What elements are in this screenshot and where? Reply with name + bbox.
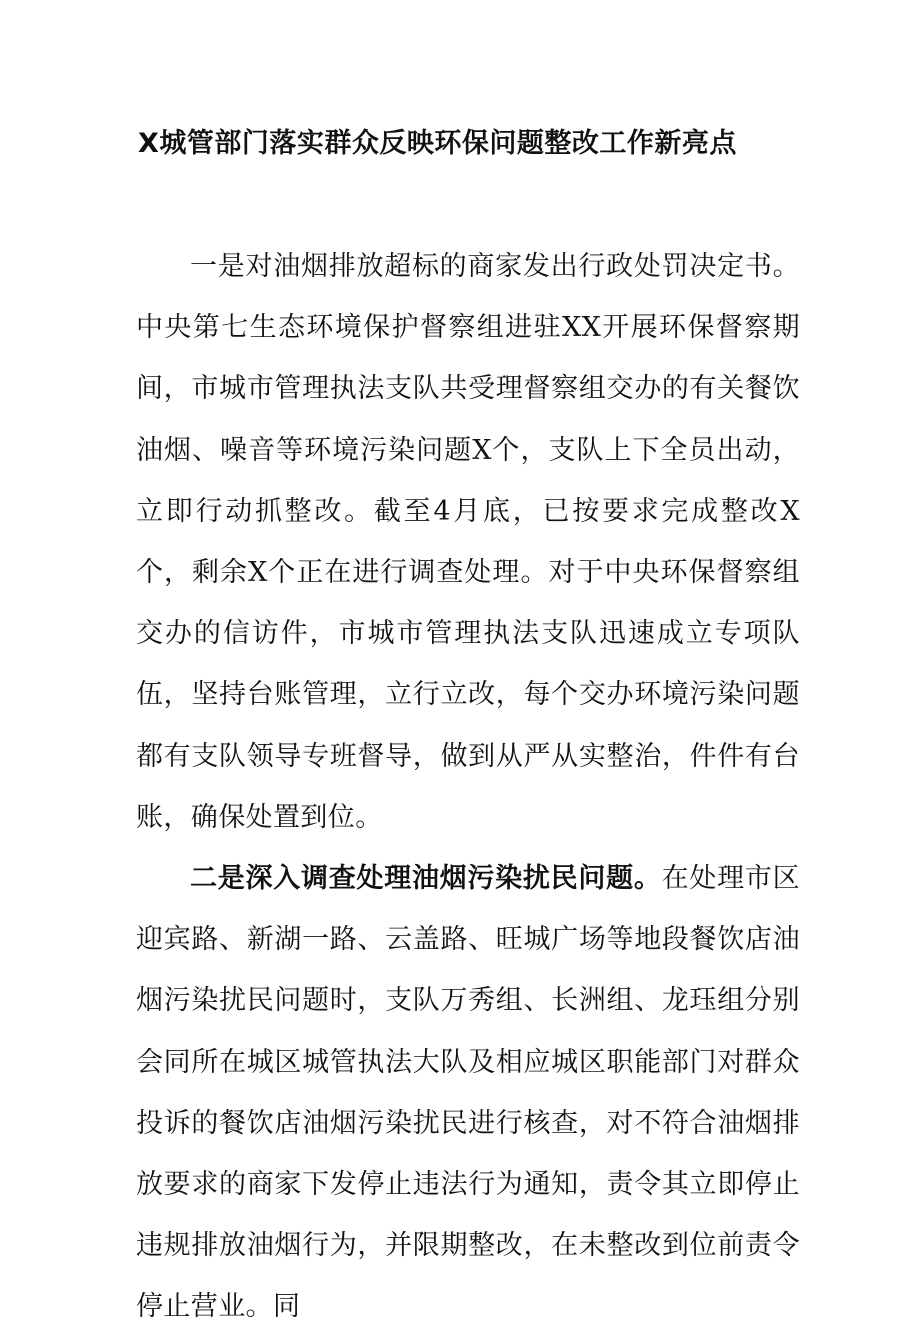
paragraph-1-text: 一是对油烟排放超标的商家发出行政处罚决定书。中央第七生态环境保护督察组进驻XX开展环保督察期间，市城市管理执法支队共受理督察组交办的有关餐饮油烟、噪音等环境污染问题X个，支队上下全员出动，立即行动抓整改。截至4月底，已按要求完成整改X个，剩余X个正在进行调查处理。对于中央环保督察组交办的信访件，市城市管理执法支队迅速成立专项队伍，坚持台账管理，立行立改，每个交办环境污染问题都有支队领导专班督导，做到从严从实整治，件件有台账，确保处置到位。: [136, 251, 800, 833]
paragraph-1: [136, 236, 800, 848]
document-body: [136, 236, 800, 1338]
paragraph-2-lead: 二是深入调查处理油烟污染扰民问题。: [190, 863, 662, 895]
document-title: X城管部门落实群众反映环保问题整改工作新亮点: [138, 128, 737, 159]
paragraph-2: [136, 848, 800, 1338]
paragraph-2-text: 在处理市区迎宾路、新湖一路、云盖路、旺城广场等地段餐饮店油烟污染扰民问题时，支队万秀组、长洲组、龙珏组分别会同所在城区城管执法大队及相应城区职能部门对群众投诉的餐饮店油烟污染扰民进行核查，对不符合油烟排放要求的商家下发停止违法行为通知，责令其立即停止违规排放油烟行为，并限期整改，在未整改到位前责令停止营业。同: [136, 863, 800, 1323]
